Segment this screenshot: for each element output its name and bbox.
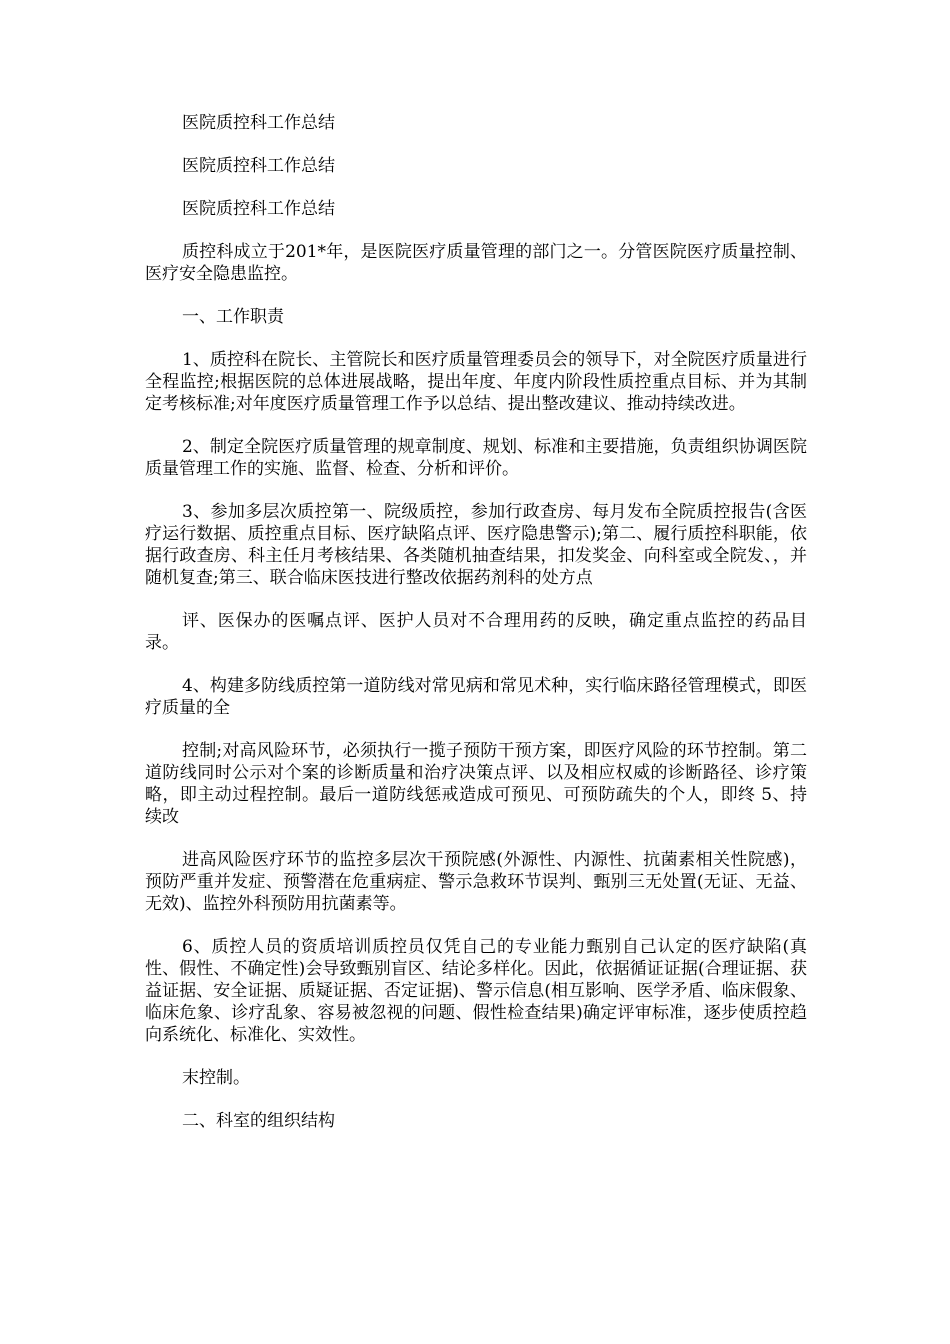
document-title: 医院质控科工作总结 (182, 156, 335, 176)
end-control-paragraph: 末控制。 (182, 1068, 250, 1088)
duty-item-2: 2、制定全院医疗质量管理的规章制度、规划、标准和主要措施，负责组织协调医院质量管理工作的实施、监督、检查、分析和评价。 (145, 437, 807, 479)
duty-item-3: 3、参加多层次质控第一、院级质控，参加行政查房、每月发布全院质控报告(含医疗运行数据、质控重点目标、医疗缺陷点评、医疗隐患警示);第二、履行质控科职能，依据行政查房、科主任月考核结果、各类随机抽查结果，扣发奖金、向科室或全院发、，并随机复查;第三、联合临床医技进行整改依据药剂科的处方点 (145, 502, 807, 588)
duty-item-3-continued: 评、医保办的医嘱点评、医护人员对不合理用药的反映，确定重点监控的药品目录。 (145, 611, 807, 653)
document-page (145, 112, 807, 1153)
duty-item-4-continued: 控制;对高风险环节，必须执行一揽子预防干预方案，即医疗风险的环节控制。第二道防线同时公示对个案的诊断质量和治疗决策点评、以及相应权威的诊断路径、诊疗策略，即主动过程控制。最后一道防线惩戒造成可预见、可预防疏失的个人，即终 5、持续改 (145, 741, 807, 827)
section-heading-duties: 一、工作职责 (182, 307, 284, 327)
duty-item-5-continued: 进高风险医疗环节的监控多层次干预院感(外源性、内源性、抗菌素相关性院感)，预防严重并发症、预警潜在危重病症、警示急救环节误判、甄别三无处置(无证、无益、无效)、监控外科预防用抗菌素等。 (145, 850, 807, 914)
document-title: 医院质控科工作总结 (182, 113, 335, 133)
duty-item-4: 4、构建多防线质控第一道防线对常见病和常见术种，实行临床路径管理模式，即医疗质量的全 (145, 676, 807, 718)
duty-item-6: 6、质控人员的资质培训质控员仅凭自己的专业能力甄别自己认定的医疗缺陷(真性、假性、不确定性)会导致甄别盲区、结论多样化。因此，依据循证证据(合理证据、获益证据、安全证据、质疑证据、否定证据)、警示信息(相互影响、医学矛盾、临床假象、临床危象、诊疗乱象、容易被忽视的问题、假性检查结果)确定评审标准，逐步使质控趋向系统化、标准化、实效性。 (145, 937, 807, 1045)
intro-paragraph: 质控科成立于201*年，是医院医疗质量管理的部门之一。分管医院医疗质量控制、医疗安全隐患监控。 (145, 242, 807, 284)
duty-item-1: 1、质控科在院长、主管院长和医疗质量管理委员会的领导下，对全院医疗质量进行全程监控;根据医院的总体进展战略，提出年度、年度内阶段性质控重点目标、并为其制定考核标准;对年度医疗质量管理工作予以总结、提出整改建议、推动持续改进。 (145, 350, 807, 414)
document-title: 医院质控科工作总结 (182, 199, 335, 219)
section-heading-structure: 二、科室的组织结构 (182, 1111, 335, 1131)
